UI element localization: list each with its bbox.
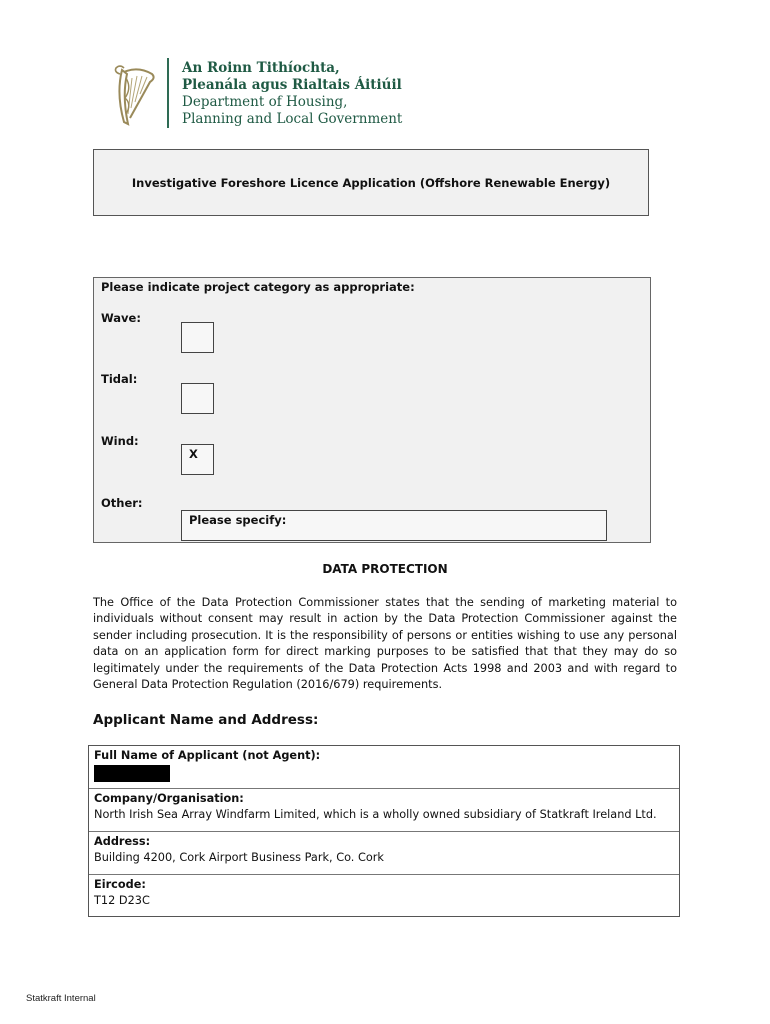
applicant-table (88, 745, 680, 917)
wave-checkbox[interactable] (181, 322, 214, 353)
eircode-label: Eircode: (94, 878, 146, 891)
applicant-name-row[interactable] (89, 746, 679, 789)
full-name-label: Full Name of Applicant (not Agent): (94, 749, 321, 762)
logo-divider (167, 58, 169, 128)
department-name (182, 60, 402, 128)
tidal-label: Tidal: (101, 372, 138, 386)
harp-logo-icon (112, 64, 160, 128)
footer-classification: Statkraft Internal (26, 993, 96, 1004)
tidal-checkbox[interactable] (181, 383, 214, 414)
dept-english-line-2: Planning and Local Government (182, 111, 403, 127)
company-label: Company/Organisation: (94, 792, 244, 805)
redacted-name (94, 765, 170, 782)
form-title-box (93, 149, 649, 216)
specify-label: Please specify: (189, 513, 287, 527)
wave-label: Wave: (101, 311, 141, 325)
form-title: Investigative Foreshore Licence Application (Offshore Renewable Energy) (131, 175, 611, 190)
company-value: North Irish Sea Array Windfarm Limited, which is a wholly owned subsidiary of Statkraft Ireland Ltd. (94, 808, 657, 821)
dept-irish-line-1: An Roinn Tithíochta, (182, 60, 340, 76)
address-row[interactable] (89, 832, 679, 875)
wind-label: Wind: (101, 434, 139, 448)
wind-checkbox[interactable]: X (181, 444, 214, 475)
other-label: Other: (101, 496, 143, 510)
data-protection-heading: DATA PROTECTION (322, 562, 448, 576)
applicant-heading: Applicant Name and Address: (93, 712, 319, 728)
eircode-row[interactable] (89, 875, 679, 916)
company-row[interactable] (89, 789, 679, 832)
data-protection-text: The Office of the Data Protection Commissioner states that the sending of marketing material to individuals without consent may result in action by the Data Protection Commissioner against the sender including prosecution. It is the responsibility of persons or entities wishing to use any personal data on an application form for direct marking purposes to be satisfied that that they may do so legitimately under the requirements of the Data Protection Acts 1998 and 2003 and with regard to General Data Protection Regulation (2016/679) requirements. (93, 596, 677, 692)
dept-irish-line-2: Pleanála agus Rialtais Áitiúil (182, 77, 402, 93)
other-specify-field[interactable] (181, 510, 607, 541)
dept-english-line-1: Department of Housing, (182, 94, 348, 110)
address-label: Address: (94, 835, 151, 848)
category-prompt: Please indicate project category as appropriate: (101, 280, 415, 294)
project-category-section (93, 277, 651, 543)
eircode-value: T12 D23C (94, 894, 150, 907)
address-value: Building 4200, Cork Airport Business Park, Co. Cork (94, 851, 384, 864)
